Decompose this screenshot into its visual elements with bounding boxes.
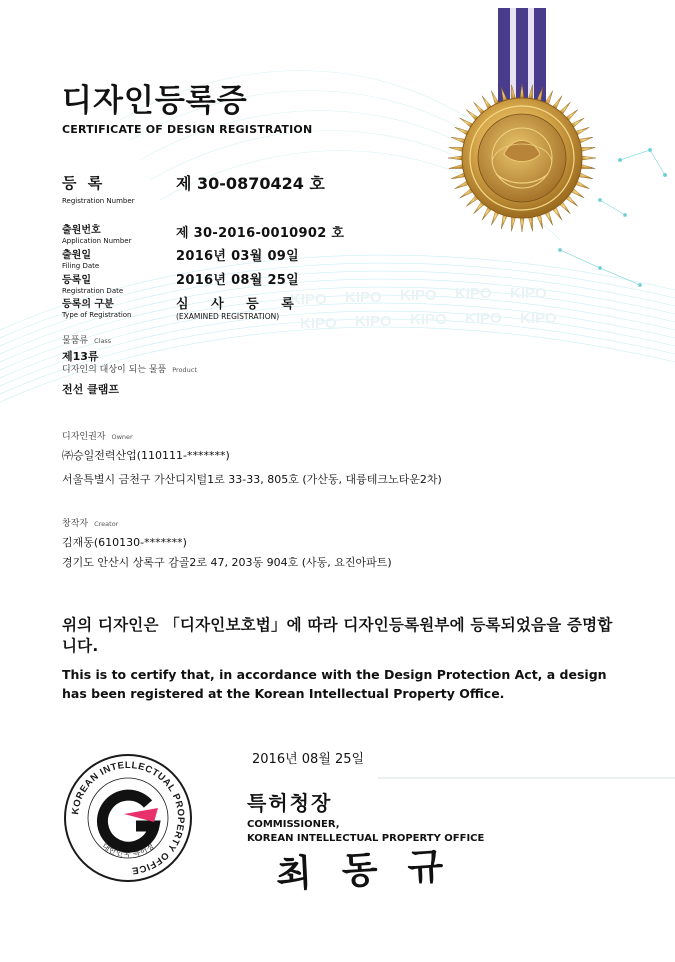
kipo-seal — [62, 752, 194, 884]
registration-date-label-en: Registration Date — [62, 287, 124, 295]
creator-label-en: Creator — [94, 520, 119, 528]
kipo-seal-outer-text: KOREAN INTELLECTUAL PROPERTY OFFICE — [70, 759, 187, 876]
owner-label-en: Owner — [111, 433, 133, 441]
class-value: 제13류 — [62, 350, 99, 363]
application-number: 제 30-2016-0010902 호 — [176, 226, 345, 241]
creator-label — [62, 520, 118, 529]
commissioner-title: 특허청장 — [247, 791, 333, 815]
filing-date: 2016년 03월 09일 — [176, 249, 299, 264]
owner-name: ㈜승일전력산업(110111-*******) — [62, 449, 230, 462]
registration-type: 심 사 등 록 — [176, 297, 303, 312]
gold-medal-seal — [430, 8, 610, 258]
product-label-en: Product — [172, 366, 197, 374]
owner-label — [62, 433, 133, 442]
statement-en: This is to certify that, in accordance with the Design Protection Act, a design has been registered at the Korean Intellectual Property Office. — [62, 667, 607, 701]
commissioner-line2: KOREAN INTELLECTUAL PROPERTY OFFICE — [247, 833, 485, 844]
creator-label-ko: 창작자 — [62, 519, 89, 529]
application-label: 출원번호 — [62, 225, 101, 236]
creator-address: 경기도 안산시 상록구 감골2로 47, 203동 904호 (사동, 요진아파트) — [62, 556, 392, 569]
product-label — [62, 366, 197, 375]
watermark-kipo: KIPO — [410, 311, 447, 328]
creator-name: 김재동(610130-*******) — [62, 536, 187, 549]
class-label-ko: 물품류 — [62, 336, 89, 346]
watermark-kipo: KIPO — [355, 313, 392, 330]
registration-date: 2016년 08월 25일 — [176, 273, 299, 288]
registration-label-en: Registration Number — [62, 197, 135, 205]
issue-date: 2016년 08월 25일 — [252, 752, 365, 767]
product-label-ko: 디자인의 대상이 되는 물품 — [62, 365, 167, 375]
watermark-kipo: KIPO — [510, 285, 547, 302]
watermark-kipo: KIPO — [465, 310, 502, 327]
registration-type-en: (EXAMINED REGISTRATION) — [176, 312, 280, 321]
class-label-en: Class — [94, 337, 112, 345]
registration-type-label-en: Type of Registration — [62, 311, 132, 319]
registration-label: 등 록 — [62, 174, 106, 192]
filing-date-label: 출원일 — [62, 250, 91, 261]
certificate-title: 디자인등록증 — [62, 83, 248, 119]
statement-ko: 위의 디자인은 「디자인보호법」에 따라 디자인등록원부에 등록되었음을 증명합니다. — [62, 616, 613, 655]
filing-date-label-en: Filing Date — [62, 262, 100, 270]
watermark-kipo: KIPO — [520, 310, 557, 327]
registration-date-label: 등록일 — [62, 275, 91, 286]
product-value: 전선 클램프 — [62, 383, 119, 396]
commissioner-line1: COMMISSIONER, — [247, 819, 340, 830]
watermark-kipo: KIPO — [345, 289, 382, 306]
owner-label-ko: 디자인권자 — [62, 432, 106, 442]
class-label — [62, 337, 111, 346]
watermark-kipo: KIPO — [400, 287, 437, 304]
commissioner-signature: 최동규 — [274, 841, 475, 897]
application-label-en: Application Number — [62, 237, 132, 245]
watermark-kipo: KIPO — [290, 291, 327, 308]
registration-number: 제 30-0870424 호 — [176, 174, 325, 193]
owner-address: 서울특별시 금천구 가산디지털1로 33-33, 805호 (가산동, 대륭테크노타운2차) — [62, 473, 442, 486]
watermark-kipo: KIPO — [300, 315, 337, 332]
registration-type-label: 등록의 구분 — [62, 299, 114, 310]
certificate-title-en: CERTIFICATE OF DESIGN REGISTRATION — [62, 123, 313, 136]
watermark-kipo: KIPO — [455, 285, 492, 302]
kipo-seal-inner-text: 대한민국 특허청 — [100, 841, 156, 859]
